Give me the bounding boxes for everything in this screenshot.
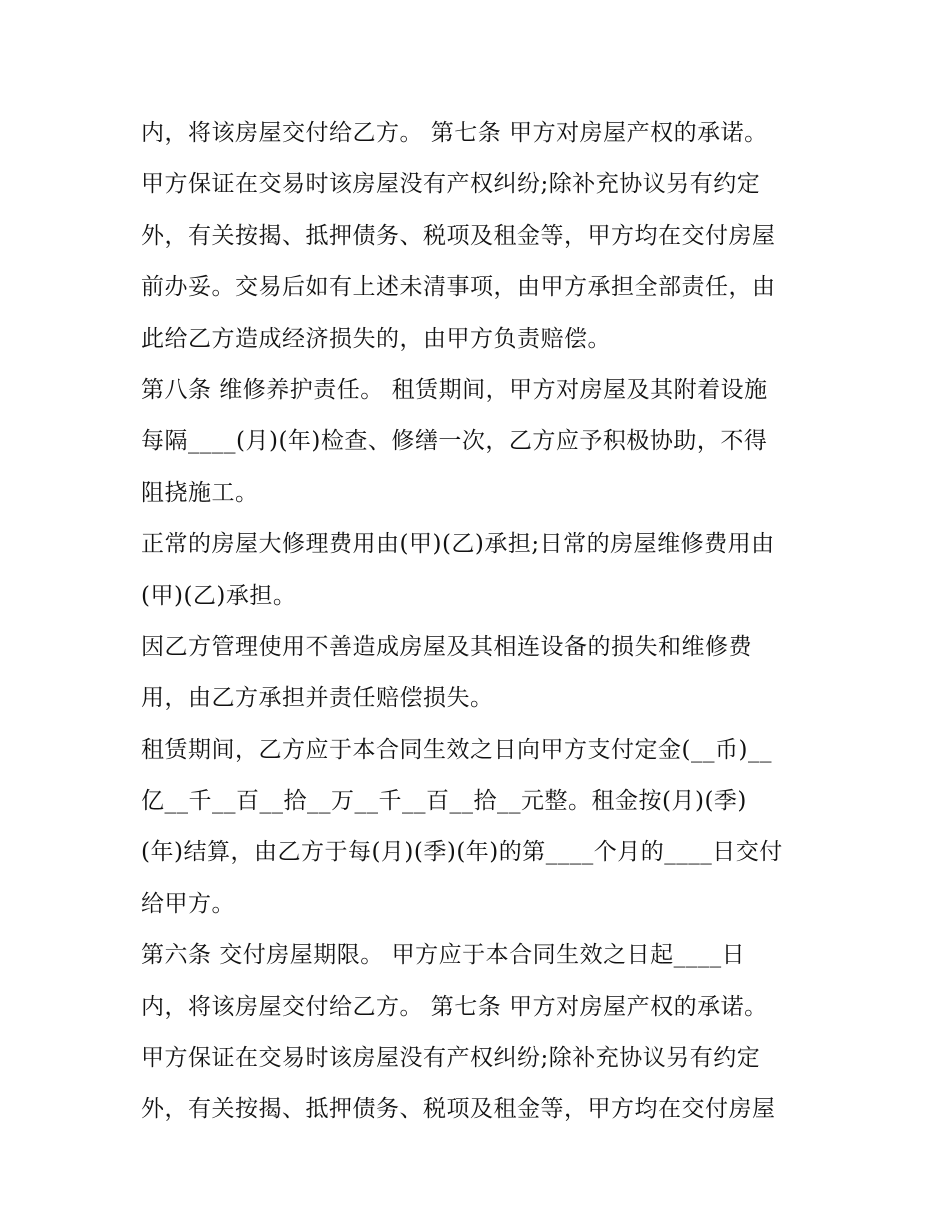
text-line: 内，将该房屋交付给乙方。 第七条 甲方对房屋产权的承诺。 — [141, 120, 768, 146]
text-line: 此给乙方造成经济损失的，由甲方负责赔偿。 — [141, 325, 611, 352]
text-line: 给甲方。 — [141, 890, 235, 917]
text-line: 亿__千__百__拾__万__千__百__拾__元整。租金按(月)(季) — [141, 788, 747, 815]
text-line: (年)结算，由乙方于每(月)(季)(年)的第____个月的____日交付 — [141, 839, 783, 866]
text-line: 外，有关按揭、抵押债务、税项及租金等，甲方均在交付房屋 — [141, 222, 776, 249]
contract-body-text — [141, 108, 821, 1136]
text-line: 甲方保证在交易时该房屋没有产权纠纷;除补充协议另有约定 — [141, 1045, 761, 1072]
text-line: 第六条 交付房屋期限。 甲方应于本合同生效之日起____日 — [141, 942, 746, 969]
text-line: (甲)(乙)承担。 — [141, 582, 297, 609]
text-line: 前办妥。交易后如有上述未清事项，由甲方承担全部责任，由 — [141, 274, 776, 301]
text-line: 第八条 维修养护责任。 租赁期间，甲方对房屋及其附着设施 — [141, 376, 768, 403]
text-line: 内，将该房屋交付给乙方。 第七条 甲方对房屋产权的承诺。 — [141, 993, 768, 1020]
text-line: 租赁期间，乙方应于本合同生效之日向甲方支付定金(__币)__ — [141, 736, 772, 763]
text-line: 外，有关按揭、抵押债务、税项及租金等，甲方均在交付房屋 — [141, 1096, 776, 1123]
text-line: 用，由乙方承担并责任赔偿损失。 — [141, 685, 494, 712]
text-line: 甲方保证在交易时该房屋没有产权纠纷;除补充协议另有约定 — [141, 171, 761, 198]
text-line: 阻挠施工。 — [141, 479, 259, 506]
text-line: 每隔____(月)(年)检查、修缮一次，乙方应予积极协助，不得 — [141, 428, 768, 455]
text-line: 因乙方管理使用不善造成房屋及其相连设备的损失和维修费 — [141, 633, 752, 660]
text-line: 正常的房屋大修理费用由(甲)(乙)承担;日常的房屋维修费用由 — [141, 531, 775, 558]
